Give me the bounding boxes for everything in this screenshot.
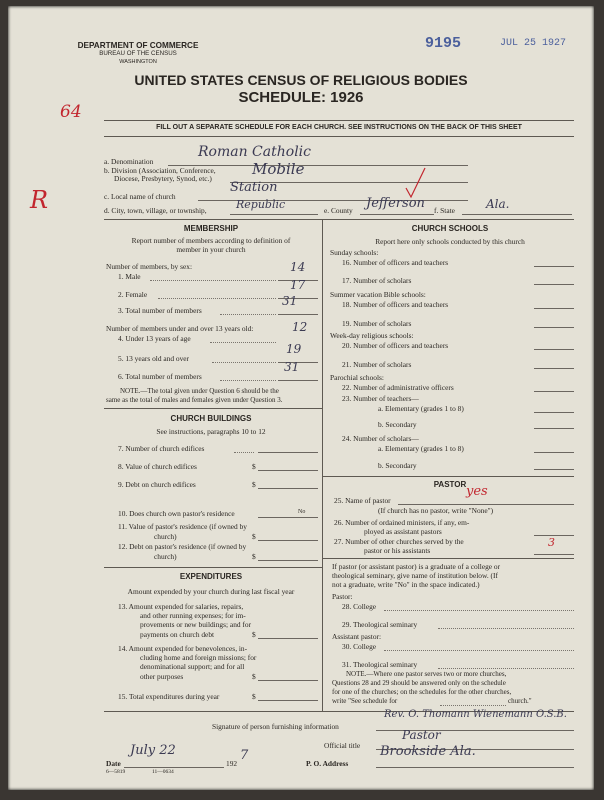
dept-line2: BUREAU OF THE CENSUS — [99, 50, 177, 57]
grad-line-2: theological seminary, give name of institution below. (If — [332, 571, 498, 580]
q26-label-2: ployed as assistant pastors — [364, 527, 442, 536]
city-value: Republic — [236, 198, 286, 211]
state-value: Ala. — [486, 197, 510, 211]
q25-value: yes — [466, 484, 488, 499]
dept-line1: DEPARTMENT OF COMMERCE — [77, 41, 199, 50]
q9-dollar: $ — [252, 480, 256, 489]
stamp-number: 9195 — [425, 35, 462, 52]
q10-value: No — [298, 509, 306, 515]
q14-dollar: $ — [252, 672, 256, 681]
vacation-label: Summer vacation Bible schools: — [330, 290, 426, 299]
state-label: f. State — [434, 206, 455, 215]
q12-dollar: $ — [252, 552, 256, 561]
denomination-value: Roman Catholic — [198, 144, 311, 160]
membership-note-1: NOTE.—The total given under Question 6 should be the — [120, 387, 279, 395]
local-name-label: c. Local name of church — [104, 192, 176, 201]
q13-line-1: 13. Amount expended for salaries, repairs, — [118, 602, 244, 611]
q12-label: 12. Debt on pastor's residence (if owned by — [118, 542, 247, 551]
pastor-note-5: church." — [508, 697, 532, 705]
membership-note-2: same as the total of males and females given under Question 3. — [106, 396, 283, 404]
pastor-sublabel: Pastor: — [332, 592, 353, 601]
q23b-label: b. Secondary — [378, 420, 417, 429]
date-value: July 22 — [130, 743, 176, 758]
parochial-label: Parochial schools: — [330, 373, 384, 382]
q25-note: (If church has no pastor, write "None") — [378, 506, 494, 515]
female-label: 2. Female — [118, 290, 148, 299]
pastor-note-4: write "See schedule for — [332, 697, 398, 705]
q31-label: 31. Theological seminary — [342, 660, 418, 669]
q24-label: 24. Number of scholars— — [342, 434, 419, 443]
asst-pastor-sublabel: Assistant pastor: — [332, 632, 382, 641]
margin-letter: R — [30, 186, 49, 214]
male-value: 14 — [290, 260, 306, 274]
official-title-value: Pastor — [402, 728, 441, 742]
q23a-label: a. Elementary (grades 1 to 8) — [378, 404, 464, 413]
q26-label: 26. Number of ordained ministers, if any, em- — [334, 518, 470, 527]
check-mark-icon — [404, 166, 428, 200]
year-prefix: 192 — [226, 759, 238, 768]
q14-line-3: denominational support; and for all — [140, 662, 245, 671]
form-subtitle: SCHEDULE: 1926 — [238, 89, 364, 106]
official-title-label: Official title — [324, 741, 361, 750]
q19-label: 19. Number of scholars — [342, 319, 412, 328]
q20-label: 20. Number of officers and teachers — [342, 341, 449, 350]
instruction-banner: FILL OUT A SEPARATE SCHEDULE FOR EACH CHURCH. SEE INSTRUCTIONS ON THE BACK OF THIS SHEET — [156, 124, 522, 131]
q24a-label: a. Elementary (grades 1 to 8) — [378, 444, 464, 453]
margin-number: 64 — [60, 102, 82, 122]
q15-dollar: $ — [252, 692, 256, 701]
q9-label: 9. Debt on church edifices — [118, 480, 196, 489]
weekday-label: Week-day religious schools: — [330, 331, 414, 340]
q17-label: 17. Number of scholars — [342, 276, 412, 285]
q28-label: 28. College — [342, 602, 377, 611]
q11-dollar: $ — [252, 532, 256, 541]
q14-line-4: other purposes — [140, 672, 184, 681]
total3-value: 31 — [282, 294, 298, 308]
q21-label: 21. Number of scholars — [342, 360, 412, 369]
total6-label: 6. Total number of members — [118, 372, 202, 381]
grad-line-3: not a graduate, write "No" in the space indicated.) — [332, 580, 480, 589]
signature-label: Signature of person furnishing information — [212, 722, 339, 731]
signature-value: Rev. O. Thomann Wienemann O.S.B. — [384, 709, 567, 720]
total3-label: 3. Total number of members — [118, 306, 202, 315]
county-value: Jefferson — [366, 196, 425, 211]
buildings-sub: See instructions, paragraphs 10 to 12 — [156, 427, 266, 436]
q27-value: 3 — [548, 536, 555, 549]
q22-label: 22. Number of administrative officers — [342, 383, 454, 392]
buildings-heading: CHURCH BUILDINGS — [170, 414, 252, 423]
q25-label: 25. Name of pastor — [334, 496, 391, 505]
q7-label: 7. Number of church edifices — [118, 444, 205, 453]
q13-dollar: $ — [252, 630, 256, 639]
by-age-label: Number of members under and over 13 years old: — [106, 324, 254, 333]
form-title: UNITED STATES CENSUS OF RELIGIOUS BODIES — [134, 72, 468, 88]
city-label: d. City, town, village, or township, — [104, 206, 207, 215]
under13-label: 4. Under 13 years of age — [118, 334, 191, 343]
local-name-value: Station — [230, 180, 278, 195]
q14-line-2: cluding home and foreign missions; for — [140, 653, 257, 662]
q14-line-1: 14. Amount expended for benevolences, in- — [118, 644, 248, 653]
dept-line3: WASHINGTON — [119, 59, 157, 65]
division-value: Mobile — [252, 160, 305, 178]
county-label: e. County — [324, 206, 353, 215]
stamp-date: JUL 25 1927 — [500, 38, 567, 49]
pastor-note-2: Questions 28 and 29 should be answered only on the schedule — [332, 679, 506, 687]
total6-value: 31 — [284, 360, 300, 374]
schools-sub: Report here only schools conducted by this church — [375, 237, 525, 246]
census-schedule-page — [8, 6, 594, 790]
q24b-label: b. Secondary — [378, 461, 417, 470]
year-value: 7 — [240, 748, 249, 763]
q15-label: 15. Total expenditures during year — [118, 692, 220, 701]
grad-line-1: If pastor (or assistant pastor) is a graduate of a college or — [332, 562, 501, 571]
q27-label-2: pastor or his assistants — [364, 546, 431, 555]
form-number-2: 11—0634 — [152, 769, 174, 775]
date-label: Date — [106, 759, 121, 768]
membership-intro-2: member in your church — [176, 245, 246, 254]
over13-value: 19 — [286, 342, 302, 356]
expenditures-heading: EXPENDITURES — [179, 572, 243, 581]
q30-label: 30. College — [342, 642, 377, 651]
by-sex-label: Number of members, by sex: — [106, 262, 192, 271]
q23-label: 23. Number of teachers— — [342, 394, 419, 403]
male-label: 1. Male — [118, 272, 141, 281]
q27-label: 27. Number of other churches served by the — [334, 537, 464, 546]
under13-value: 12 — [292, 320, 308, 334]
over13-label: 5. 13 years old and over — [118, 354, 190, 363]
q16-label: 16. Number of officers and teachers — [342, 258, 449, 267]
q13-line-4: payments on church debt — [140, 630, 215, 639]
department-header — [58, 42, 218, 66]
pastor-note-3: for one of the churches; on the schedules for the other churches, — [332, 688, 512, 696]
q13-line-3: provements or new buildings; and for — [140, 620, 252, 629]
q12-label-2: church) — [154, 552, 177, 561]
po-address-value: Brookside Ala. — [380, 744, 476, 759]
division-label: b. Division (Association, Conference, — [104, 166, 216, 175]
schools-heading: CHURCH SCHOOLS — [411, 224, 489, 233]
female-value: 17 — [290, 278, 306, 292]
pastor-heading: PASTOR — [433, 480, 467, 489]
q8-dollar: $ — [252, 462, 256, 471]
q8-label: 8. Value of church edifices — [118, 462, 197, 471]
q11-label-2: church) — [154, 532, 177, 541]
sunday-label: Sunday schools: — [330, 248, 379, 257]
denomination-label: a. Denomination — [104, 157, 154, 166]
membership-heading: MEMBERSHIP — [183, 224, 239, 233]
form-number: 6—5819 — [106, 769, 126, 775]
division-label-2: Diocese, Presbytery, Synod, etc.) — [114, 174, 212, 183]
expenditures-sub: Amount expended by your church during last fiscal year — [127, 587, 295, 596]
membership-intro-1: Report number of members according to definition of — [131, 236, 291, 245]
q10-label: 10. Does church own pastor's residence — [118, 509, 235, 518]
po-address-label: P. O. Address — [306, 759, 349, 768]
pastor-note-1: NOTE.—Where one pastor serves two or more churches, — [346, 670, 507, 678]
q29-label: 29. Theological seminary — [342, 620, 418, 629]
q18-label: 18. Number of officers and teachers — [342, 300, 449, 309]
q11-label: 11. Value of pastor's residence (if owned by — [118, 522, 247, 531]
q13-line-2: and other running expenses; for im- — [140, 611, 246, 620]
